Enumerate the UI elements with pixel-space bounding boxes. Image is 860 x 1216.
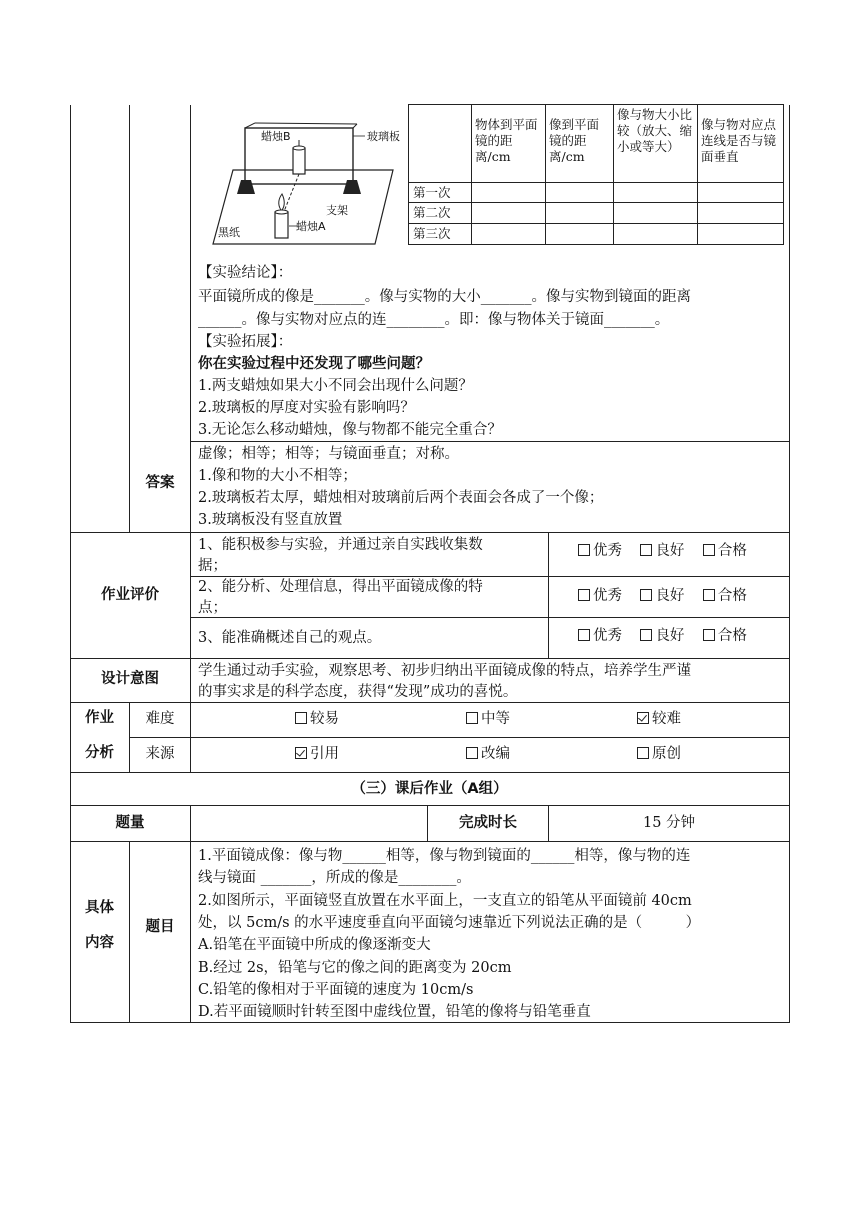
- evaluation-criterion-1-line-1: 1、能积极参与实验，并通过亲自实践收集数: [198, 537, 483, 553]
- source-label: 来源: [145, 746, 175, 762]
- checkbox-icon[interactable]: [466, 712, 478, 724]
- table-row: [409, 224, 784, 245]
- table-cell[interactable]: [472, 183, 546, 203]
- table-cell[interactable]: [546, 224, 614, 245]
- evaluation-criterion-2-line-2: 点；: [198, 600, 227, 616]
- conclusion-line-1: 平面镜所成的像是_______。像与实物的大小_______。像与实物到镜面的距离: [198, 289, 691, 305]
- answer-line-3: 2.玻璃板若太厚，蜡烛相对玻璃前后两个表面会各成了一个像；: [198, 490, 604, 506]
- table-cell[interactable]: [614, 183, 698, 203]
- table-row-label: 第三次: [409, 224, 472, 245]
- figure-label-black-paper: 黑纸: [218, 226, 240, 239]
- extension-question-3: 3.无论怎么移动蜡烛，像与物都不能完全重合？: [198, 422, 502, 438]
- answer-label: 答案: [145, 475, 175, 491]
- extension-question-2: 2.玻璃板的厚度对实验有影响吗？: [198, 400, 415, 416]
- analysis-label-top: 作业: [85, 710, 114, 726]
- question-line-1: 1.平面镜成像：像与物______相等，像与物到镜面的______相等，像与物的连: [198, 848, 691, 864]
- table-cell[interactable]: [472, 224, 546, 245]
- checkbox-icon[interactable]: [640, 589, 652, 601]
- rating-option-pass[interactable]: 合格: [703, 588, 747, 604]
- checkbox-icon[interactable]: [703, 589, 715, 601]
- design-intent-line-2: 的事实求是的科学态度，获得“发现”成功的喜悦。: [198, 684, 518, 700]
- table-header-perpendicular: 像与物对应点连线是否与镜面垂直: [698, 105, 784, 183]
- question-line-3: 2.如图所示，平面镜竖直放置在水平面上，一支直立的铅笔从平面镜前 40cm: [198, 893, 692, 909]
- option-b: B.经过 2s，铅笔与它的像之间的距离变为 20cm: [198, 960, 512, 976]
- figure-label-candle-b: 蜡烛B: [261, 130, 291, 143]
- rating-option-good[interactable]: 良好: [640, 588, 684, 604]
- checkbox-icon[interactable]: [295, 712, 307, 724]
- checkbox-icon[interactable]: [703, 629, 715, 641]
- question-line-2: 线与镜面 _______，所成的像是________。: [198, 870, 471, 886]
- figure-label-candle-a: 蜡烛A: [296, 220, 326, 233]
- conclusion-title: 【实验结论】：: [198, 265, 293, 281]
- rating-option-good[interactable]: 良好: [640, 628, 684, 644]
- extension-question-1: 1.两支蜡烛如果大小不同会出现什么问题？: [198, 378, 473, 394]
- option-c: C.铅笔的像相对于平面镜的速度为 10cm/s: [198, 982, 474, 998]
- experiment-record-table: [408, 104, 784, 245]
- question-line-4: 处，以 5cm/s 的水平速度垂直向平面镜匀速靠近下列说法正确的是（ ）: [198, 915, 701, 931]
- content-label-bottom: 内容: [85, 935, 114, 951]
- table-header-image-distance: 像到平面镜的距离/cm: [546, 105, 614, 183]
- checkbox-icon[interactable]: [578, 544, 590, 556]
- checkbox-icon[interactable]: [578, 629, 590, 641]
- table-cell[interactable]: [546, 203, 614, 224]
- table-cell[interactable]: [698, 183, 784, 203]
- table-cell[interactable]: [614, 224, 698, 245]
- table-header-object-distance: 物体到平面镜的距离/cm: [472, 105, 546, 183]
- rating-row-3: [578, 625, 747, 647]
- difficulty-label: 难度: [145, 711, 175, 727]
- rating-option-pass[interactable]: 合格: [703, 628, 747, 644]
- source-option-adapted[interactable]: 改编: [466, 743, 510, 765]
- rating-option-excellent[interactable]: 优秀: [578, 588, 622, 604]
- completion-time-value: 15 分钟: [642, 815, 696, 831]
- design-intent-line-1: 学生通过动手实验，观察思考、初步归纳出平面镜成像的特点，培养学生严谨: [198, 663, 691, 679]
- option-a: A.铅笔在平面镜中所成的像逐渐变大: [198, 937, 431, 953]
- difficulty-option-easy[interactable]: 较易: [295, 708, 339, 730]
- table-row: [409, 203, 784, 224]
- source-option-original[interactable]: 原创: [637, 743, 681, 765]
- completion-time-label: 完成时长: [459, 815, 517, 831]
- checkbox-icon[interactable]: [637, 747, 649, 759]
- table-cell[interactable]: [614, 203, 698, 224]
- rating-option-pass[interactable]: 合格: [703, 543, 747, 559]
- checked-checkbox-icon[interactable]: [637, 712, 649, 724]
- checkbox-icon[interactable]: [640, 544, 652, 556]
- table-cell[interactable]: [472, 203, 546, 224]
- rating-option-excellent[interactable]: 优秀: [578, 628, 622, 644]
- design-intent-label: 设计意图: [101, 671, 159, 687]
- checkbox-icon[interactable]: [578, 589, 590, 601]
- table-cell[interactable]: [698, 224, 784, 245]
- difficulty-option-hard[interactable]: 较难: [637, 708, 681, 730]
- source-option-cited[interactable]: 引用: [295, 743, 339, 765]
- analysis-label-bottom: 分析: [85, 745, 114, 761]
- difficulty-option-medium[interactable]: 中等: [466, 708, 510, 730]
- table-header-blank: [409, 105, 472, 183]
- figure-label-stand: 支架: [326, 204, 348, 217]
- extension-question-heading: 你在实验过程中还发现了哪些问题？: [198, 356, 430, 372]
- evaluation-label: 作业评价: [101, 587, 159, 603]
- table-cell[interactable]: [546, 183, 614, 203]
- table-row-label: 第二次: [409, 203, 472, 224]
- answer-line-1: 虚像；相等；相等；与镜面垂直；对称。: [198, 446, 459, 462]
- question-label: 题目: [145, 919, 175, 935]
- checkbox-icon[interactable]: [640, 629, 652, 641]
- checked-checkbox-icon[interactable]: [295, 747, 307, 759]
- evaluation-criterion-1-line-2: 据；: [198, 558, 227, 574]
- table-row: [409, 183, 784, 203]
- table-cell[interactable]: [698, 203, 784, 224]
- table-row-label: 第一次: [409, 183, 472, 203]
- rating-option-excellent[interactable]: 优秀: [578, 543, 622, 559]
- evaluation-criterion-3-line-1: 3、能准确概述自己的观点。: [198, 630, 382, 646]
- checkbox-icon[interactable]: [466, 747, 478, 759]
- table-header-size-compare: 像与物大小比较（放大、缩小或等大）: [614, 105, 698, 183]
- evaluation-criterion-2-line-1: 2、能分析、处理信息，得出平面镜成像的特: [198, 579, 483, 595]
- option-d: D.若平面镜顺时针转至图中虚线位置，铅笔的像将与铅笔垂直: [198, 1004, 591, 1020]
- checkbox-icon[interactable]: [703, 544, 715, 556]
- content-label-top: 具体: [85, 900, 114, 916]
- rating-row-1: [578, 540, 747, 562]
- conclusion-line-2: ______。像与实物对应点的连________。即：像与物体关于镜面_______。: [198, 312, 670, 328]
- rating-option-good[interactable]: 良好: [640, 543, 684, 559]
- answer-line-2: 1.像和物的大小不相等；: [198, 468, 357, 484]
- answer-line-4: 3.玻璃板没有竖直放置: [198, 512, 343, 528]
- extension-title: 【实验拓展】：: [198, 334, 293, 350]
- quantity-label: 题量: [115, 815, 145, 831]
- figure-label-glass: 玻璃板: [367, 130, 400, 143]
- rating-row-2: [578, 585, 747, 607]
- section-title: （三）课后作业（A组）: [351, 781, 508, 797]
